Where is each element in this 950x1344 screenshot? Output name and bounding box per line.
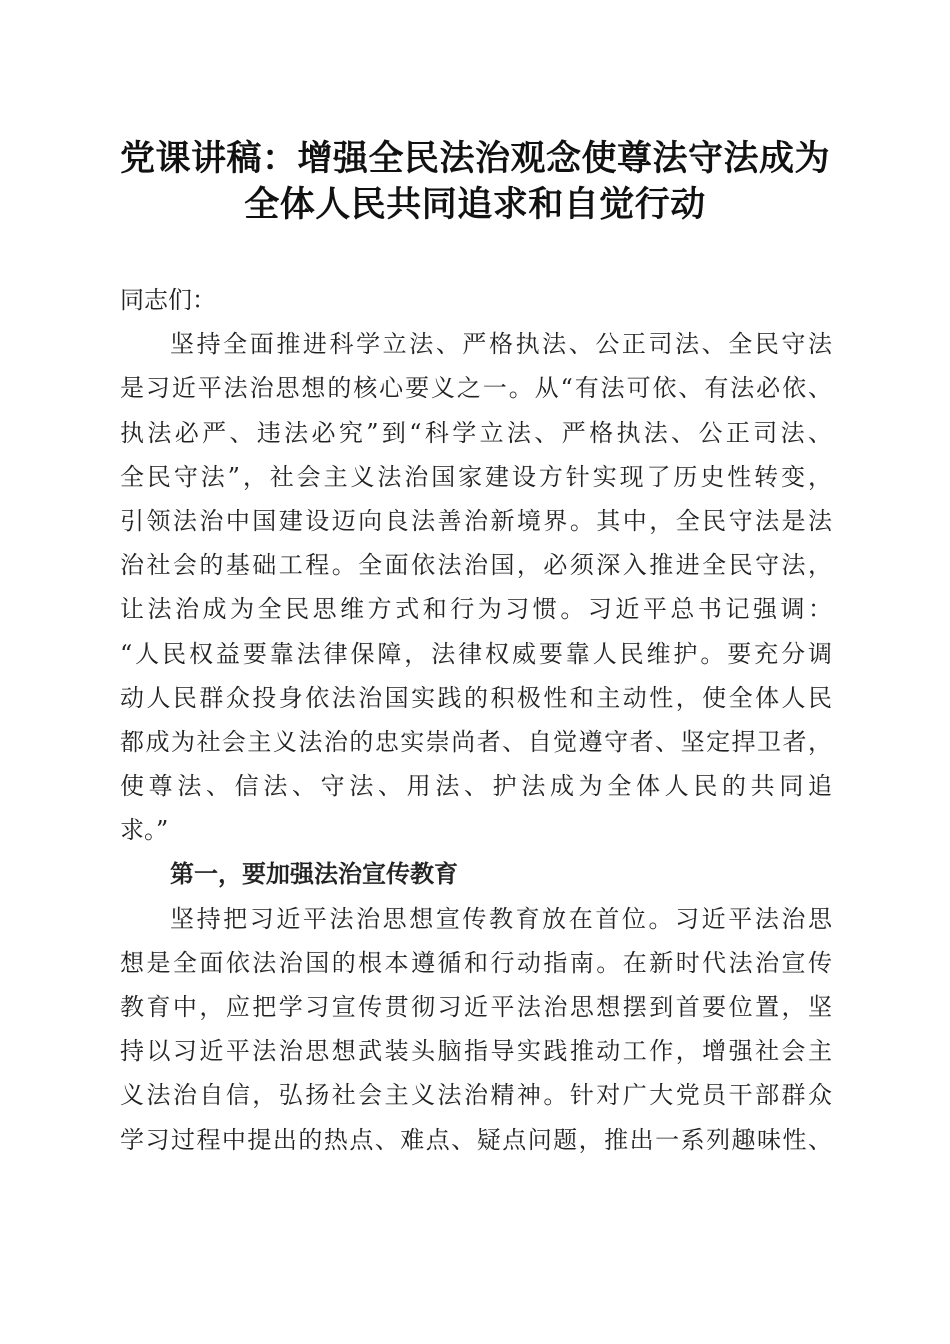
document-body (120, 278, 832, 1162)
paragraph-1-line: 使尊法、信法、守法、用法、护法成为全体人民的共同追 (120, 772, 832, 801)
paragraph-2-line: 持以习近平法治思想武装头脑指导实践推动工作，增强社会主 (120, 1037, 832, 1066)
paragraph-1-line: 动人民群众投身依法治国实践的积极性和主动性，使全体人民 (120, 683, 832, 712)
paragraph-1-line: 引领法治中国建设迈向良法善治新境界。其中，全民守法是法 (120, 506, 832, 535)
document-title (100, 136, 850, 228)
paragraph-2-line: 义法治自信，弘扬社会主义法治精神。针对广大党员干部群众 (120, 1081, 832, 1110)
paragraph-1-line: 执法必严、违法必究”到“科学立法、严格执法、公正司法、 (120, 418, 832, 447)
paragraph-1-line: 是习近平法治思想的核心要义之一。从“有法可依、有法必依、 (120, 374, 832, 403)
paragraph-1-line: 治社会的基础工程。全面依法治国，必须深入推进全民守法， (120, 551, 832, 580)
paragraph-2-line: 教育中，应把学习宣传贯彻习近平法治思想摆到首要位置，坚 (120, 993, 832, 1021)
paragraph-1-line: 让法治成为全民思维方式和行为习惯。习近平总书记强调： (120, 595, 832, 624)
title-line-2: 全体人民共同追求和自觉行动 (244, 184, 706, 225)
paragraph-1-line: 坚持全面推进科学立法、严格执法、公正司法、全民守法 (170, 330, 832, 359)
title-line-1: 党课讲稿：增强全民法治观念使尊法守法成为 (119, 138, 830, 179)
paragraph-2-line: 坚持把习近平法治思想宣传教育放在首位。习近平法治思 (170, 904, 832, 933)
paragraph-1-line: “人民权益要靠法律保障，法律权威要靠人民维护。要充分调 (120, 639, 832, 668)
salutation: 同志们： (120, 286, 216, 314)
section-1-heading: 第一，要加强法治宣传教育 (170, 859, 458, 889)
paragraph-1-line: 都成为社会主义法治的忠实崇尚者、自觉遵守者、坚定捍卫者， (120, 727, 832, 756)
paragraph-1-line: 全民守法”，社会主义法治国家建设方针实现了历史性转变， (120, 462, 832, 491)
paragraph-1-line: 求。” (120, 816, 169, 845)
paragraph-2-line: 学习过程中提出的热点、难点、疑点问题，推出一系列趣味性、 (120, 1125, 832, 1154)
paragraph-2-line: 想是全面依法治国的根本遵循和行动指南。在新时代法治宣传 (120, 948, 832, 977)
